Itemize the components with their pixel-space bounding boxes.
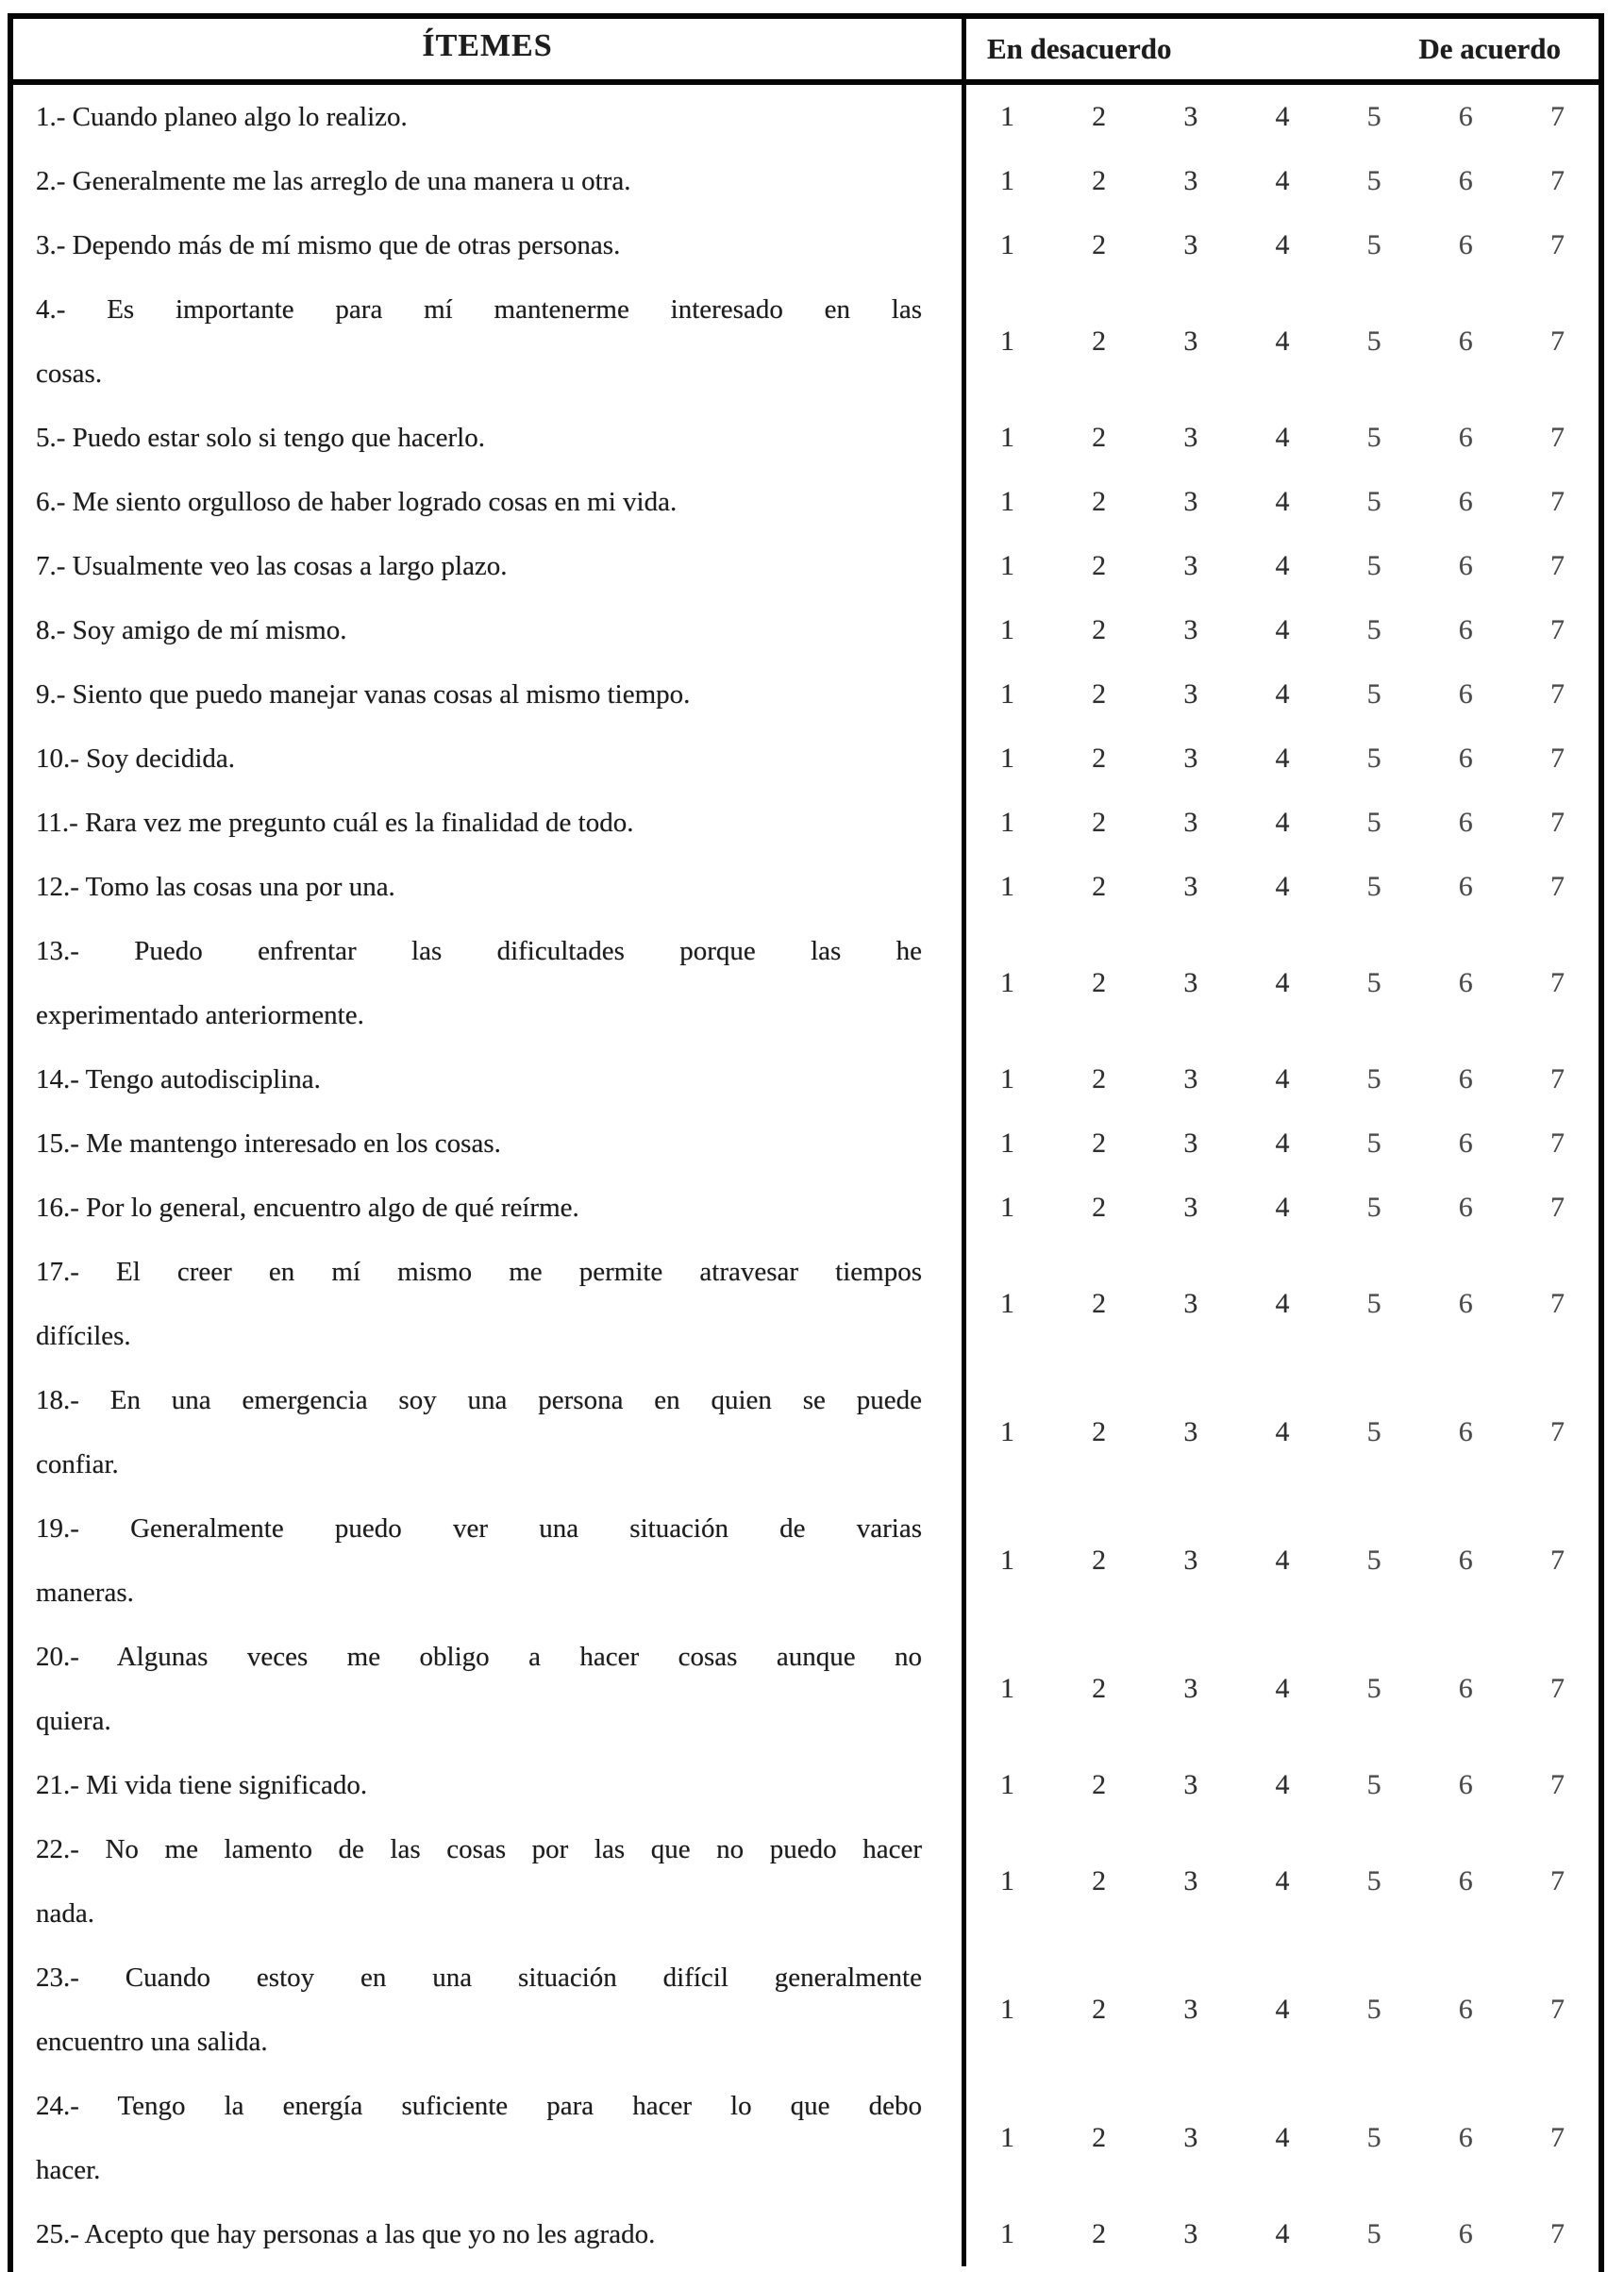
scale-option[interactable]: 5 xyxy=(1366,101,1381,132)
scale-option[interactable]: 5 xyxy=(1366,743,1381,774)
item-text-line: 10.- Soy decidida. xyxy=(36,743,236,774)
scale-option[interactable]: 1 xyxy=(1000,165,1014,196)
disagree-label: En desacuerdo xyxy=(987,32,1172,65)
scale-option[interactable]: 6 xyxy=(1458,1063,1473,1094)
scale-option[interactable]: 2 xyxy=(1092,678,1107,710)
table-row xyxy=(13,534,1599,598)
scale-option[interactable]: 2 xyxy=(1092,1192,1107,1223)
item-text-line: 13.- Puedo enfrentar las dificultades porque las he xyxy=(36,936,922,966)
scale-option[interactable]: 2 xyxy=(1092,807,1107,838)
scale-options-cell xyxy=(966,1817,1599,1946)
scale-option[interactable]: 1 xyxy=(1000,1673,1014,1704)
scale-option[interactable]: 1 xyxy=(1000,550,1014,581)
item-text-line: 25.- Acepto que hay personas a las que yo no les agrado. xyxy=(36,2219,656,2249)
scale-option[interactable]: 6 xyxy=(1458,1994,1473,2025)
table-row xyxy=(13,470,1599,534)
scale-option[interactable]: 1 xyxy=(1000,326,1014,357)
items-column-header xyxy=(13,19,966,79)
item-text-cell xyxy=(13,1817,966,1946)
scale-option[interactable]: 6 xyxy=(1458,678,1473,710)
scale-option[interactable]: 7 xyxy=(1549,2218,1565,2249)
item-text-line: 4.- Es importante para mí mantenerme interesado en las xyxy=(36,294,922,325)
table-row xyxy=(13,277,1599,406)
item-text-line: 15.- Me mantengo interesado en los cosas. xyxy=(36,1128,501,1159)
item-text-cell xyxy=(13,791,966,855)
item-text-cell xyxy=(13,534,966,598)
table-body xyxy=(13,85,1599,2266)
scale-option[interactable]: 2 xyxy=(1092,486,1107,517)
scale-option[interactable]: 5 xyxy=(1366,2122,1381,2153)
scale-option[interactable]: 6 xyxy=(1458,1416,1473,1447)
scale-option[interactable]: 5 xyxy=(1366,486,1381,517)
scale-options-cell xyxy=(966,1176,1599,1240)
scale-option[interactable]: 6 xyxy=(1458,1545,1473,1576)
scale-option[interactable]: 6 xyxy=(1458,1128,1473,1159)
scale-option[interactable]: 1 xyxy=(1000,2122,1014,2153)
scale-option[interactable]: 5 xyxy=(1366,1063,1381,1094)
scale-options-cell xyxy=(966,1625,1599,1753)
item-text-cell xyxy=(13,598,966,662)
scale-option[interactable]: 7 xyxy=(1549,1128,1565,1159)
table-row xyxy=(13,662,1599,727)
scale-option[interactable]: 5 xyxy=(1366,1673,1381,1704)
scale-option[interactable]: 7 xyxy=(1549,550,1565,581)
scale-option[interactable]: 7 xyxy=(1549,743,1565,774)
scale-option[interactable]: 2 xyxy=(1092,2122,1107,2153)
scale-option[interactable]: 5 xyxy=(1366,1769,1381,1800)
table-row xyxy=(13,406,1599,470)
scale-option[interactable]: 3 xyxy=(1183,807,1198,838)
scale-option[interactable]: 4 xyxy=(1275,1769,1290,1800)
scale-option[interactable]: 7 xyxy=(1549,229,1565,260)
item-text-line: 17.- El creer en mí mismo me permite atravesar tiempos xyxy=(36,1257,922,1287)
scale-option[interactable]: 6 xyxy=(1458,550,1473,581)
item-text-line: difíciles. xyxy=(36,1321,131,1351)
table-row xyxy=(13,791,1599,855)
item-text-line: hacer. xyxy=(36,2155,101,2185)
scale-option[interactable]: 3 xyxy=(1183,1769,1198,1800)
item-text-line: quiera. xyxy=(36,1706,111,1736)
scale-option[interactable]: 1 xyxy=(1000,101,1014,132)
scale-options-cell xyxy=(966,406,1599,470)
table-row xyxy=(13,1111,1599,1176)
item-text-cell xyxy=(13,1496,966,1625)
scale-option[interactable]: 3 xyxy=(1183,1288,1198,1319)
scale-option[interactable]: 4 xyxy=(1275,871,1290,902)
item-text-cell xyxy=(13,1753,966,1817)
scale-option[interactable]: 4 xyxy=(1275,1545,1290,1576)
scale-option[interactable]: 6 xyxy=(1458,422,1473,453)
scale-option[interactable]: 3 xyxy=(1183,614,1198,645)
scale-option[interactable]: 5 xyxy=(1366,229,1381,260)
scale-option[interactable]: 6 xyxy=(1458,743,1473,774)
scale-options-cell xyxy=(966,855,1599,919)
scale-option[interactable]: 4 xyxy=(1275,743,1290,774)
scale-option[interactable]: 1 xyxy=(1000,1192,1014,1223)
scale-option[interactable]: 4 xyxy=(1275,614,1290,645)
item-text-line: 22.- No me lamento de las cosas por las que no puedo hacer xyxy=(36,1834,922,1864)
item-text-line: experimentado anteriormente. xyxy=(36,1000,364,1030)
scale-option[interactable]: 6 xyxy=(1458,101,1473,132)
scale-option[interactable]: 6 xyxy=(1458,326,1473,357)
scale-option[interactable]: 1 xyxy=(1000,678,1014,710)
scale-option[interactable]: 3 xyxy=(1183,678,1198,710)
table-header-row xyxy=(13,19,1599,85)
scale-option[interactable]: 2 xyxy=(1092,1063,1107,1094)
scale-option[interactable]: 4 xyxy=(1275,967,1290,998)
item-text-line: encuentro una salida. xyxy=(36,2027,268,2057)
scale-option[interactable]: 7 xyxy=(1549,165,1565,196)
scale-option[interactable]: 7 xyxy=(1549,1545,1565,1576)
item-text-line: 2.- Generalmente me las arreglo de una manera u otra. xyxy=(36,166,631,196)
scale-option[interactable]: 2 xyxy=(1092,422,1107,453)
scale-option[interactable]: 6 xyxy=(1458,1769,1473,1800)
table-row xyxy=(13,1817,1599,1946)
scale-option[interactable]: 1 xyxy=(1000,1545,1014,1576)
scale-option[interactable]: 1 xyxy=(1000,967,1014,998)
scale-options-cell xyxy=(966,919,1599,1047)
scale-option[interactable]: 3 xyxy=(1183,1994,1198,2025)
scale-option[interactable]: 7 xyxy=(1549,871,1565,902)
item-text-line: 24.- Tengo la energía suficiente para hacer lo que debo xyxy=(36,2091,922,2121)
item-text-line: 21.- Mi vida tiene significado. xyxy=(36,1770,368,1800)
item-text-cell xyxy=(13,727,966,791)
item-text-cell xyxy=(13,2202,966,2266)
scale-option[interactable]: 1 xyxy=(1000,871,1014,902)
item-text-line: 1.- Cuando planeo algo lo realizo. xyxy=(36,102,408,132)
scale-option[interactable]: 4 xyxy=(1275,229,1290,260)
scale-option[interactable]: 2 xyxy=(1092,614,1107,645)
scale-option[interactable]: 5 xyxy=(1366,1545,1381,1576)
item-text-line: 8.- Soy amigo de mí mismo. xyxy=(36,615,347,645)
item-text-cell xyxy=(13,1240,966,1368)
scale-option[interactable]: 3 xyxy=(1183,326,1198,357)
item-text-cell xyxy=(13,1368,966,1496)
scale-option[interactable]: 6 xyxy=(1458,967,1473,998)
item-text-line: 5.- Puedo estar solo si tengo que hacerlo. xyxy=(36,423,485,453)
scale-option[interactable]: 2 xyxy=(1092,1673,1107,1704)
scale-option[interactable]: 7 xyxy=(1549,101,1565,132)
item-text-line: nada. xyxy=(36,1898,94,1929)
scale-option[interactable]: 1 xyxy=(1000,2218,1014,2249)
scale-option[interactable]: 3 xyxy=(1183,422,1198,453)
table-row xyxy=(13,1496,1599,1625)
scale-option[interactable]: 6 xyxy=(1458,2218,1473,2249)
scale-options-cell xyxy=(966,1240,1599,1368)
scale-option[interactable]: 3 xyxy=(1183,101,1198,132)
table-row xyxy=(13,919,1599,1047)
scale-option[interactable]: 7 xyxy=(1549,1416,1565,1447)
scale-option[interactable]: 4 xyxy=(1275,1063,1290,1094)
scale-option[interactable]: 5 xyxy=(1366,967,1381,998)
scale-option[interactable]: 7 xyxy=(1549,1769,1565,1800)
table-row xyxy=(13,2074,1599,2202)
scale-option[interactable]: 5 xyxy=(1366,422,1381,453)
scale-option[interactable]: 6 xyxy=(1458,1192,1473,1223)
scale-option[interactable]: 1 xyxy=(1000,229,1014,260)
item-text-line: 18.- En una emergencia soy una persona en quien se puede xyxy=(36,1385,922,1415)
table-row xyxy=(13,1946,1599,2074)
scale-option[interactable]: 1 xyxy=(1000,1128,1014,1159)
scale-option[interactable]: 6 xyxy=(1458,807,1473,838)
table-row xyxy=(13,727,1599,791)
item-text-cell xyxy=(13,662,966,727)
scale-option[interactable]: 5 xyxy=(1366,1192,1381,1223)
scale-options-cell xyxy=(966,1047,1599,1111)
scale-option[interactable]: 2 xyxy=(1092,229,1107,260)
scale-option[interactable]: 4 xyxy=(1275,550,1290,581)
item-text-cell xyxy=(13,1946,966,2074)
scale-options-cell xyxy=(966,791,1599,855)
scale-option[interactable]: 2 xyxy=(1092,1288,1107,1319)
agree-label: De acuerdo xyxy=(1418,32,1561,65)
scale-option[interactable]: 4 xyxy=(1275,1416,1290,1447)
scale-options-cell xyxy=(966,598,1599,662)
item-text-line: cosas. xyxy=(36,359,103,389)
scale-option[interactable]: 7 xyxy=(1549,1865,1565,1896)
item-text-line: 14.- Tengo autodisciplina. xyxy=(36,1064,321,1094)
item-text-cell xyxy=(13,1176,966,1240)
item-text-cell xyxy=(13,919,966,1047)
item-text-line: 23.- Cuando estoy en una situación difícil generalmente xyxy=(36,1963,922,1993)
scale-option[interactable]: 4 xyxy=(1275,1994,1290,2025)
scale-options-cell xyxy=(966,1368,1599,1496)
scale-options-cell xyxy=(966,1496,1599,1625)
scale-option[interactable]: 3 xyxy=(1183,229,1198,260)
scale-option[interactable]: 2 xyxy=(1092,871,1107,902)
scale-option[interactable]: 1 xyxy=(1000,743,1014,774)
scale-option[interactable]: 1 xyxy=(1000,422,1014,453)
item-text-line: 9.- Siento que puedo manejar vanas cosas al mismo tiempo. xyxy=(36,679,691,710)
scale-option[interactable]: 7 xyxy=(1549,2122,1565,2153)
scale-option[interactable]: 2 xyxy=(1092,1416,1107,1447)
scale-option[interactable]: 6 xyxy=(1458,1865,1473,1896)
scale-option[interactable]: 4 xyxy=(1275,422,1290,453)
scale-options-cell xyxy=(966,213,1599,277)
scale-option[interactable]: 2 xyxy=(1092,2218,1107,2249)
item-text-cell xyxy=(13,2074,966,2202)
scale-option[interactable]: 1 xyxy=(1000,1416,1014,1447)
scale-option[interactable]: 7 xyxy=(1549,422,1565,453)
scale-options-cell xyxy=(966,149,1599,213)
scale-option[interactable]: 7 xyxy=(1549,614,1565,645)
scale-option[interactable]: 5 xyxy=(1366,1288,1381,1319)
scale-option[interactable]: 7 xyxy=(1549,326,1565,357)
scale-option[interactable]: 2 xyxy=(1092,1545,1107,1576)
item-text-line: 3.- Dependo más de mí mismo que de otras personas. xyxy=(36,230,621,260)
item-text-line: 19.- Generalmente puedo ver una situación de varias xyxy=(36,1513,922,1544)
scale-option[interactable]: 4 xyxy=(1275,486,1290,517)
scale-option[interactable]: 3 xyxy=(1183,1416,1198,1447)
scale-option[interactable]: 6 xyxy=(1458,486,1473,517)
scale-option[interactable]: 7 xyxy=(1549,967,1565,998)
scale-option[interactable]: 5 xyxy=(1366,2218,1381,2249)
scale-option[interactable]: 4 xyxy=(1275,807,1290,838)
item-text-cell xyxy=(13,1625,966,1753)
scale-option[interactable]: 1 xyxy=(1000,614,1014,645)
scale-option[interactable]: 1 xyxy=(1000,486,1014,517)
scale-options-cell xyxy=(966,85,1599,149)
table-row xyxy=(13,1368,1599,1496)
scale-option[interactable]: 2 xyxy=(1092,550,1107,581)
scale-option[interactable]: 4 xyxy=(1275,101,1290,132)
scale-option[interactable]: 5 xyxy=(1366,165,1381,196)
scale-option[interactable]: 7 xyxy=(1549,807,1565,838)
scale-option[interactable]: 5 xyxy=(1366,326,1381,357)
scale-option[interactable]: 3 xyxy=(1183,1192,1198,1223)
scale-option[interactable]: 4 xyxy=(1275,165,1290,196)
table-row xyxy=(13,1753,1599,1817)
item-text-cell xyxy=(13,855,966,919)
scale-options-cell xyxy=(966,534,1599,598)
scale-option[interactable]: 4 xyxy=(1275,1128,1290,1159)
table-row xyxy=(13,2202,1599,2266)
scale-option[interactable]: 3 xyxy=(1183,1545,1198,1576)
scale-options-cell xyxy=(966,1946,1599,2074)
scale-option[interactable]: 1 xyxy=(1000,1288,1014,1319)
item-text-line: 20.- Algunas veces me obligo a hacer cosas aunque no xyxy=(36,1642,922,1672)
scale-option[interactable]: 7 xyxy=(1549,1288,1565,1319)
item-text-cell xyxy=(13,213,966,277)
scale-option[interactable]: 3 xyxy=(1183,2122,1198,2153)
item-text-line: 11.- Rara vez me pregunto cuál es la finalidad de todo. xyxy=(36,808,634,838)
scale-option[interactable]: 6 xyxy=(1458,2122,1473,2153)
scale-option[interactable]: 5 xyxy=(1366,1416,1381,1447)
table-row xyxy=(13,1047,1599,1111)
table-row xyxy=(13,213,1599,277)
table-row xyxy=(13,1176,1599,1240)
scale-option[interactable]: 2 xyxy=(1092,743,1107,774)
scale-option[interactable]: 6 xyxy=(1458,229,1473,260)
scale-option[interactable]: 2 xyxy=(1092,1994,1107,2025)
scale-option[interactable]: 7 xyxy=(1549,1673,1565,1704)
scale-option[interactable]: 5 xyxy=(1366,1994,1381,2025)
scale-option[interactable]: 3 xyxy=(1183,743,1198,774)
scale-option[interactable]: 3 xyxy=(1183,1865,1198,1896)
scale-options-cell xyxy=(966,277,1599,406)
scale-option[interactable]: 7 xyxy=(1549,1063,1565,1094)
scale-option[interactable]: 1 xyxy=(1000,1994,1014,2025)
scale-option[interactable]: 3 xyxy=(1183,165,1198,196)
scale-option[interactable]: 1 xyxy=(1000,1769,1014,1800)
scale-option[interactable]: 7 xyxy=(1549,486,1565,517)
table-row xyxy=(13,598,1599,662)
scale-option[interactable]: 5 xyxy=(1366,807,1381,838)
scale-option[interactable]: 6 xyxy=(1458,165,1473,196)
scale-option[interactable]: 7 xyxy=(1549,1994,1565,2025)
scale-option[interactable]: 5 xyxy=(1366,1128,1381,1159)
item-text-line: 12.- Tomo las cosas una por una. xyxy=(36,872,395,902)
table-row xyxy=(13,149,1599,213)
scale-option[interactable]: 3 xyxy=(1183,871,1198,902)
scale-option[interactable]: 2 xyxy=(1092,967,1107,998)
item-text-cell xyxy=(13,1111,966,1176)
scale-option[interactable]: 3 xyxy=(1183,1063,1198,1094)
item-text-line: maneras. xyxy=(36,1578,134,1608)
table-row xyxy=(13,85,1599,149)
scale-options-cell xyxy=(966,727,1599,791)
item-text-cell xyxy=(13,406,966,470)
scale-option[interactable]: 4 xyxy=(1275,2218,1290,2249)
scale-option[interactable]: 6 xyxy=(1458,614,1473,645)
scale-option[interactable]: 2 xyxy=(1092,1769,1107,1800)
scale-option[interactable]: 4 xyxy=(1275,1192,1290,1223)
scale-option[interactable]: 4 xyxy=(1275,1673,1290,1704)
scale-option[interactable]: 7 xyxy=(1549,678,1565,710)
scale-column-header xyxy=(966,19,1599,79)
item-text-line: 6.- Me siento orgulloso de haber logrado cosas en mi vida. xyxy=(36,487,678,517)
scale-option[interactable]: 5 xyxy=(1366,550,1381,581)
item-text-line: confiar. xyxy=(36,1449,119,1479)
table-row xyxy=(13,1240,1599,1368)
scale-option[interactable]: 3 xyxy=(1183,1128,1198,1159)
scale-options-cell xyxy=(966,2074,1599,2202)
scale-option[interactable]: 1 xyxy=(1000,807,1014,838)
scale-option[interactable]: 2 xyxy=(1092,165,1107,196)
scale-option[interactable]: 6 xyxy=(1458,1673,1473,1704)
scale-option[interactable]: 6 xyxy=(1458,1288,1473,1319)
scale-option[interactable]: 5 xyxy=(1366,1865,1381,1896)
scale-option[interactable]: 4 xyxy=(1275,1288,1290,1319)
item-text-cell xyxy=(13,277,966,406)
scale-option[interactable]: 1 xyxy=(1000,1865,1014,1896)
item-text-cell xyxy=(13,470,966,534)
scale-option[interactable]: 6 xyxy=(1458,871,1473,902)
item-text-line: 16.- Por lo general, encuentro algo de qué reírme. xyxy=(36,1193,579,1223)
scale-options-cell xyxy=(966,1111,1599,1176)
scale-option[interactable]: 2 xyxy=(1092,1865,1107,1896)
item-text-cell xyxy=(13,1047,966,1111)
scale-option[interactable]: 4 xyxy=(1275,678,1290,710)
scale-option[interactable]: 2 xyxy=(1092,101,1107,132)
scale-option[interactable]: 2 xyxy=(1092,1128,1107,1159)
table-row xyxy=(13,855,1599,919)
scale-options-cell xyxy=(966,470,1599,534)
resilience-scale-table xyxy=(8,13,1604,2272)
scale-option[interactable]: 4 xyxy=(1275,2122,1290,2153)
scale-option[interactable]: 5 xyxy=(1366,871,1381,902)
scale-option[interactable]: 4 xyxy=(1275,326,1290,357)
item-text-cell xyxy=(13,149,966,213)
scale-option[interactable]: 1 xyxy=(1000,1063,1014,1094)
item-text-line: 7.- Usualmente veo las cosas a largo plazo. xyxy=(36,551,508,581)
scale-options-cell xyxy=(966,1753,1599,1817)
scale-option[interactable]: 4 xyxy=(1275,1865,1290,1896)
scale-option[interactable]: 5 xyxy=(1366,678,1381,710)
scale-option[interactable]: 2 xyxy=(1092,326,1107,357)
scale-option[interactable]: 7 xyxy=(1549,1192,1565,1223)
scale-option[interactable]: 3 xyxy=(1183,967,1198,998)
scale-option[interactable]: 3 xyxy=(1183,486,1198,517)
table-row xyxy=(13,1625,1599,1753)
scale-option[interactable]: 3 xyxy=(1183,2218,1198,2249)
scale-option[interactable]: 5 xyxy=(1366,614,1381,645)
scale-options-cell xyxy=(966,662,1599,727)
scale-options-cell xyxy=(966,2202,1599,2266)
scale-option[interactable]: 3 xyxy=(1183,1673,1198,1704)
item-text-cell xyxy=(13,85,966,149)
scale-option[interactable]: 3 xyxy=(1183,550,1198,581)
items-header-title: ÍTEMES xyxy=(422,28,553,63)
